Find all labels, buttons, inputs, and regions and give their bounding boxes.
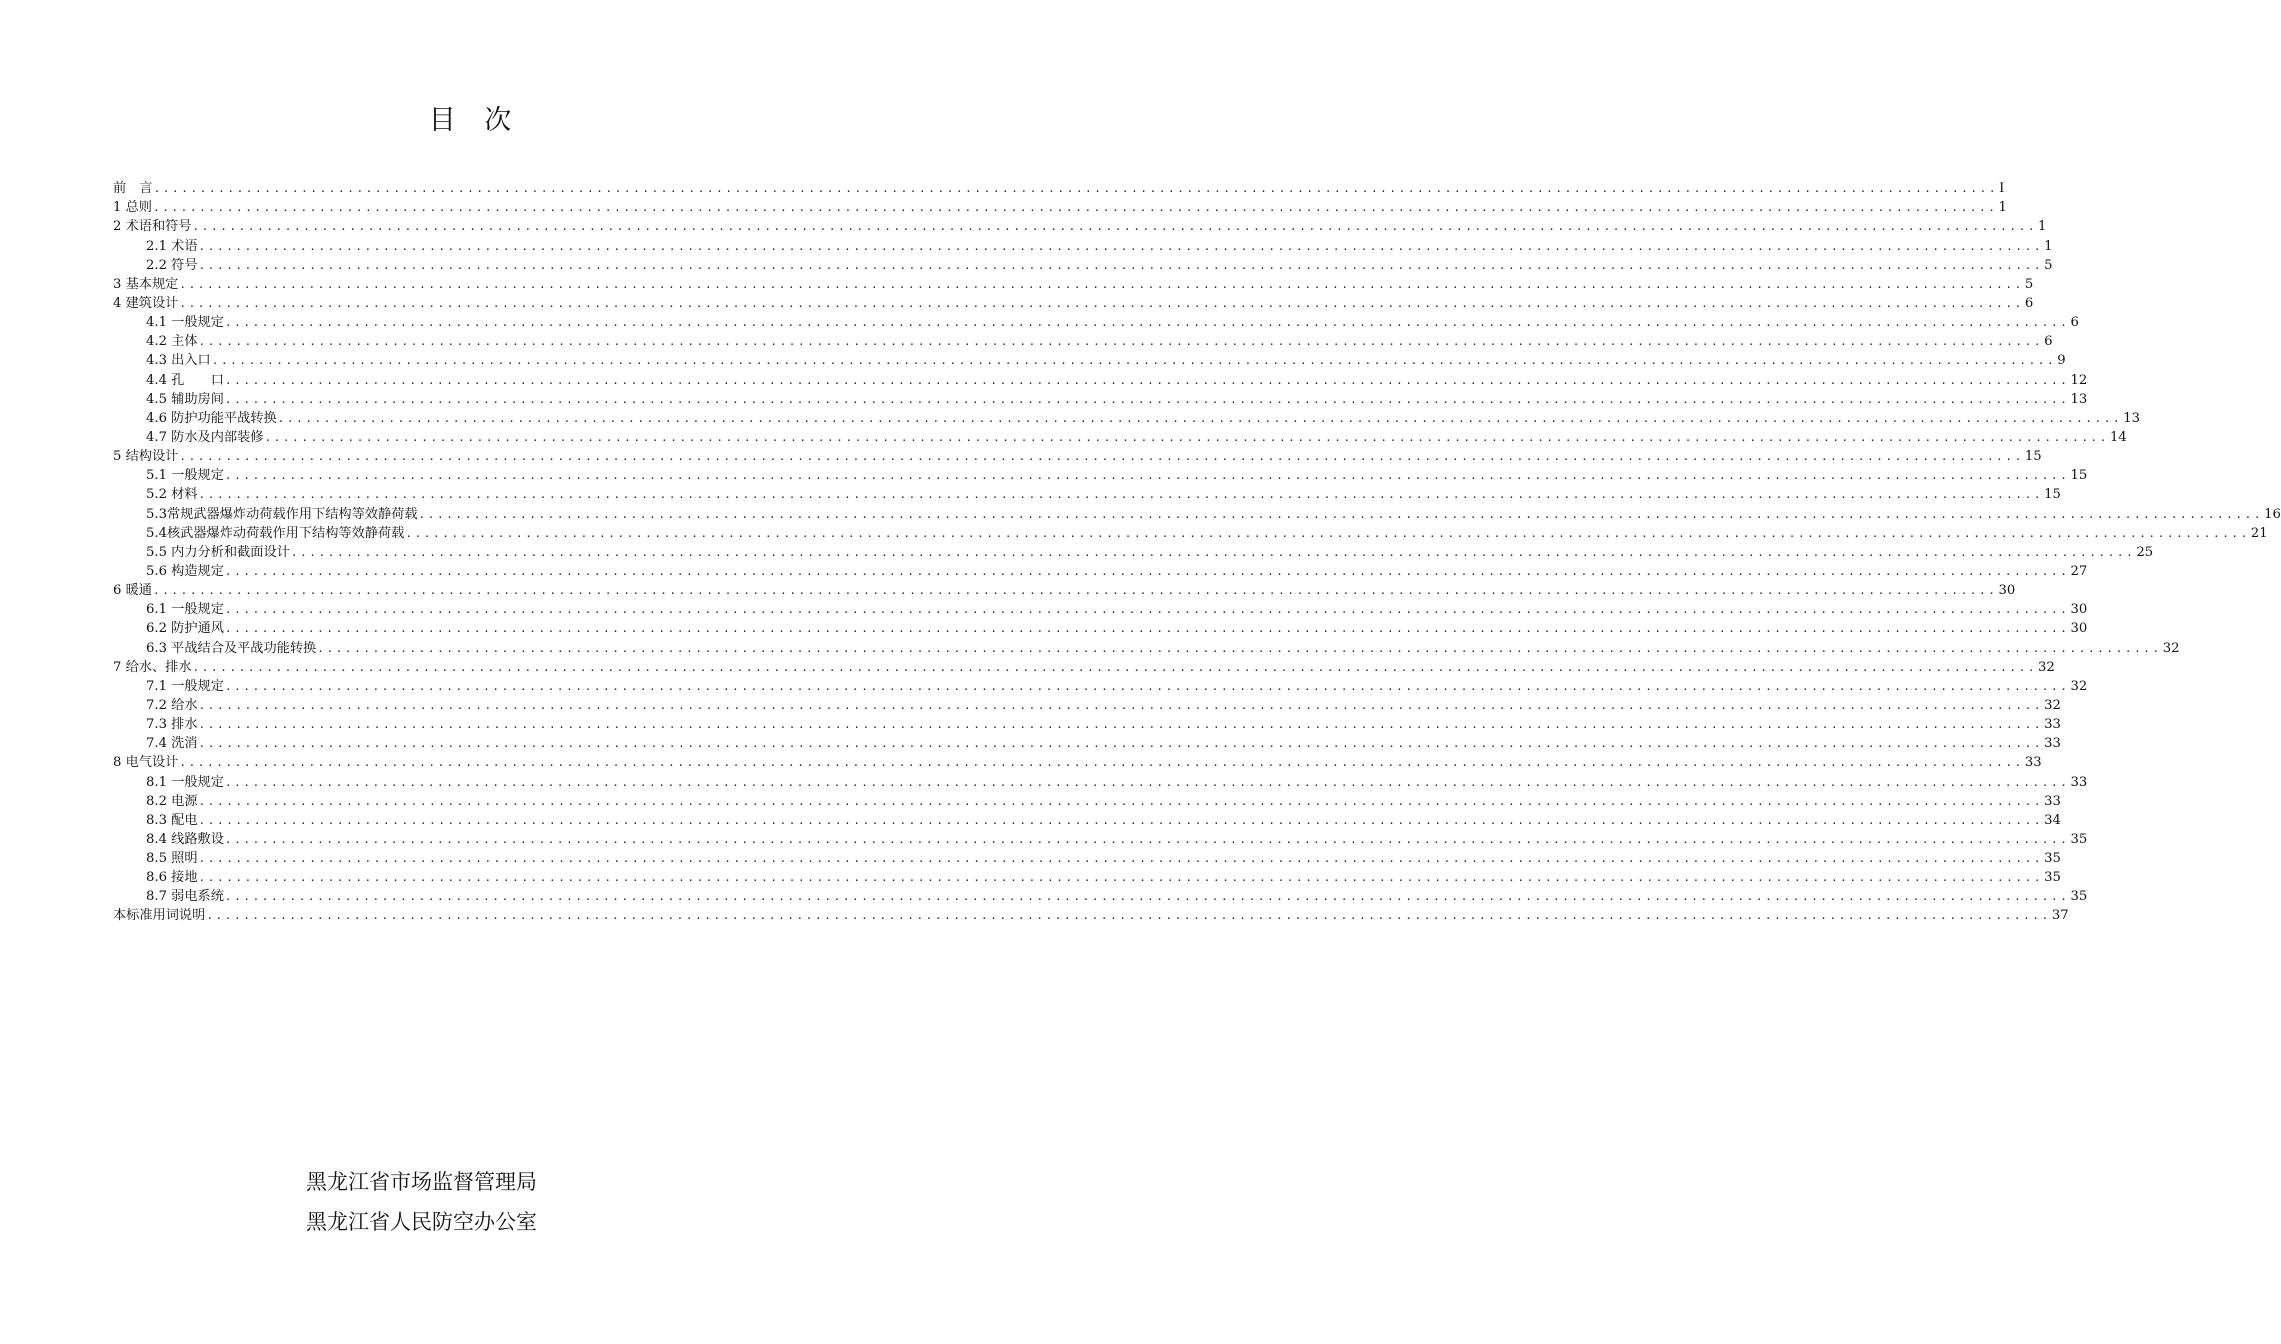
toc-dot-leader: ........................................................................................................................................................................................................ [418,507,2264,521]
toc-entry-label: 6.2 防护通风 [146,621,224,637]
toc-entry[interactable] [113,236,2053,255]
toc-dot-leader: ........................................................................................................................................................................................................ [277,411,2123,425]
toc-entry-label: 7.3 排水 [146,717,198,733]
toc-entry-page-number: 27 [2070,563,2088,579]
toc-entry[interactable] [113,447,2042,466]
toc-entry-label: 6.1 一般规定 [146,602,224,618]
toc-entry[interactable] [113,543,2154,562]
toc-dot-leader: ........................................................................................................................................................................................................ [224,316,2070,330]
toc-entry[interactable] [113,772,2088,791]
toc-dot-leader: ........................................................................................................................................................................................................ [198,794,2044,808]
toc-entry-label: 4.6 防护功能平战转换 [146,410,277,426]
toc-entry[interactable] [113,600,2088,619]
toc-entry[interactable] [113,830,2088,849]
toc-entry[interactable] [113,696,2061,715]
toc-dot-leader: ........................................................................................................................................................................................................ [211,354,2057,368]
toc-entry-page-number: 13 [2123,410,2140,426]
toc-dot-leader: ........................................................................................................................................................................................................ [290,545,2136,559]
toc-entry[interactable] [113,658,2055,677]
toc-entry[interactable] [113,198,2007,217]
toc-entry-page-number: 9 [2057,353,2066,369]
toc-entry-page-number: 33 [2044,793,2061,809]
toc-entry-page-number: 21 [2250,525,2268,541]
toc-entry-label: 6 暖通 [113,583,152,599]
toc-entry-page-number: 35 [2044,851,2061,867]
toc-entry-page-number: 33 [2024,755,2042,771]
toc-entry[interactable] [113,887,2088,906]
toc-entry[interactable] [113,294,2034,313]
toc-entry[interactable] [113,179,2005,198]
toc-entry-page-number: 34 [2044,812,2061,828]
toc-entry-page-number: 1 [2044,238,2053,254]
toc-entry[interactable] [113,390,2088,409]
toc-entry[interactable] [113,792,2061,811]
toc-dot-leader: ........................................................................................................................................................................................................ [192,660,2038,674]
toc-entry-label: 7.2 给水 [146,697,198,713]
toc-entry[interactable] [113,466,2088,485]
toc-entry-label: 2.1 术语 [146,238,198,254]
toc-entry-label: 5.1 一般规定 [146,468,224,484]
toc-entry[interactable] [113,638,2180,657]
toc-dot-leader: ........................................................................................................................................................................................................ [198,698,2044,712]
toc-entry-page-number: 35 [2070,831,2088,847]
toc-dot-leader: ........................................................................................................................................................................................................ [224,679,2070,693]
toc-dot-leader: ........................................................................................................................................................................................................ [198,239,2044,253]
toc-entry-page-number: 37 [2051,908,2069,924]
toc-entry-label: 5 结构设计 [113,449,179,465]
toc-entry-page-number: 5 [2044,257,2053,273]
toc-entry-label: 本标准用词说明 [113,908,206,924]
toc-entry-page-number: 33 [2044,736,2061,752]
toc-dot-leader: ........................................................................................................................................................................................................ [317,641,2162,655]
toc-dot-leader: ........................................................................................................................................................................................................ [152,584,1998,598]
toc-entry-label: 4.1 一般规定 [146,315,224,331]
toc-entry[interactable] [113,504,2281,523]
toc-entry[interactable] [113,581,2016,600]
toc-dot-leader: ........................................................................................................................................................................................................ [224,890,2070,904]
issuer-line-1: 黑龙江省市场监督管理局 [306,1170,537,1194]
toc-entry-label: 4.5 辅助房间 [146,391,224,407]
toc-dot-leader: ........................................................................................................................................................................................................ [224,469,2070,483]
toc-entry[interactable] [113,619,2088,638]
toc-entry[interactable] [113,217,2047,236]
toc-dot-leader: ........................................................................................................................................................................................................ [198,488,2044,502]
toc-entry-label: 4 建筑设计 [113,295,179,311]
toc-entry-page-number: 6 [2044,334,2053,350]
toc-entry[interactable] [113,275,2034,294]
toc-dot-leader: ........................................................................................................................................................................................................ [264,430,2109,444]
toc-entry-label: 8.1 一般规定 [146,774,224,790]
toc-entry-page-number: 1 [2038,219,2047,235]
toc-entry-page-number: 30 [2070,602,2088,618]
toc-entry[interactable] [113,409,2140,428]
toc-entry-page-number: 13 [2070,391,2088,407]
toc-dot-leader: ........................................................................................................................................................................................................ [198,718,2044,732]
toc-entry-label: 8.4 线路敷设 [146,831,224,847]
toc-dot-leader: ........................................................................................................................................................................................................ [179,450,2024,464]
toc-entry-label: 3 基本规定 [113,276,179,292]
toc-dot-leader: ........................................................................................................................................................................................................ [198,852,2044,866]
toc-entry-label: 1 总则 [113,200,152,216]
toc-entry-label: 5.4核武器爆炸动荷载作用下结构等效静荷载 [146,525,405,541]
toc-entry[interactable] [113,753,2042,772]
toc-entry-page-number: 6 [2070,315,2079,331]
toc-entry-label: 7.4 洗消 [146,736,198,752]
toc-dot-leader: ........................................................................................................................................................................................................ [179,756,2024,770]
toc-entry-page-number: 30 [1998,583,2016,599]
toc-dot-leader: ........................................................................................................................................................................................................ [206,909,2051,923]
toc-dot-leader: ........................................................................................................................................................................................................ [198,813,2044,827]
toc-entry-label: 2.2 符号 [146,257,198,273]
toc-dot-leader: ........................................................................................................................................................................................................ [198,871,2044,885]
toc-dot-leader: ........................................................................................................................................................................................................ [198,737,2044,751]
toc-entry-label: 5.2 材料 [146,487,198,503]
toc-entry-label: 8.5 照明 [146,851,198,867]
toc-entry-page-number: 15 [2024,449,2042,465]
toc-entry[interactable] [113,256,2053,275]
toc-dot-leader: ........................................................................................................................................................................................................ [152,201,1998,215]
toc-dot-leader: ........................................................................................................................................................................................................ [153,182,1999,196]
toc-entry-page-number: 6 [2024,295,2034,311]
toc-entry-label: 8 电气设计 [113,755,179,771]
toc-entry-page-number: 32 [2044,697,2061,713]
toc-entry-page-number: 5 [2024,276,2034,292]
toc-entry[interactable] [113,351,2066,370]
toc-entry-label: 5.5 内力分析和截面设计 [146,544,290,560]
toc-entry[interactable] [113,562,2088,581]
toc-entry-label: 8.3 配电 [146,812,198,828]
toc-entry-label: 7.1 一般规定 [146,678,224,694]
toc-entry-page-number: 33 [2070,774,2088,790]
toc-dot-leader: ........................................................................................................................................................................................................ [179,296,2024,310]
page-title: 目 次 [428,105,522,136]
toc-entry-label: 4.4 孔 口 [146,372,224,388]
toc-entry[interactable] [113,370,2088,389]
toc-dot-leader: ........................................................................................................................................................................................................ [224,603,2070,617]
toc-entry-page-number: 30 [2070,621,2088,637]
toc-entry-page-number: 15 [2070,468,2088,484]
toc-dot-leader: ........................................................................................................................................................................................................ [224,832,2070,846]
toc-entry[interactable] [113,715,2061,734]
toc-entry-page-number: 1 [1998,200,2007,216]
toc-dot-leader: ........................................................................................................................................................................................................ [224,775,2070,789]
toc-entry-label: 7 给水、排水 [113,659,192,675]
toc-dot-leader: ........................................................................................................................................................................................................ [405,526,2250,540]
toc-entry-label: 8.7 弱电系统 [146,889,224,905]
toc-entry-label: 5.3常规武器爆炸动荷载作用下结构等效静荷载 [146,506,418,522]
toc-entry-page-number: 32 [2070,678,2088,694]
toc-entry[interactable] [113,332,2053,351]
toc-entry-page-number: 33 [2044,717,2061,733]
toc-entry-page-number: 25 [2136,544,2154,560]
toc-entry-page-number: 15 [2044,487,2061,503]
toc-entry[interactable] [113,906,2069,925]
toc-dot-leader: ........................................................................................................................................................................................................ [224,373,2070,387]
toc-entry-label: 4.7 防水及内部装修 [146,429,264,445]
toc-dot-leader: ........................................................................................................................................................................................................ [224,622,2070,636]
toc-dot-leader: ........................................................................................................................................................................................................ [224,564,2070,578]
toc-dot-leader: ........................................................................................................................................................................................................ [192,220,2038,234]
toc-entry[interactable] [113,734,2061,753]
toc-entry[interactable] [113,849,2061,868]
toc-entry[interactable] [113,868,2061,887]
toc-dot-leader: ........................................................................................................................................................................................................ [198,258,2044,272]
toc-entry[interactable] [113,811,2061,830]
toc-entry-page-number: 14 [2110,429,2127,445]
toc-entry-label: 2 术语和符号 [113,219,192,235]
toc-entry-label: 4.3 出入口 [146,353,211,369]
toc-dot-leader: ........................................................................................................................................................................................................ [224,392,2070,406]
toc-dot-leader: ........................................................................................................................................................................................................ [198,335,2044,349]
toc-entry[interactable] [113,485,2061,504]
toc-entry[interactable] [113,428,2127,447]
issuer-line-2: 黑龙江省人民防空办公室 [306,1210,537,1234]
toc-entry-label: 5.6 构造规定 [146,563,224,579]
toc-entry-page-number: 32 [2162,640,2180,656]
toc-entry[interactable] [113,677,2088,696]
toc-entry-page-number: 35 [2070,889,2088,905]
toc-entry-label: 6.3 平战结合及平战功能转换 [146,640,317,656]
toc-entry-label: 前 言 [113,181,153,197]
toc-entry[interactable] [113,313,2079,332]
toc-entry-page-number: 16 [2264,506,2281,522]
toc-entry-label: 8.6 接地 [146,870,198,886]
toc-entry-label: 4.2 主体 [146,334,198,350]
toc-entry-page-number: I [1999,181,2005,197]
toc-entry-page-number: 12 [2070,372,2088,388]
table-of-contents [113,179,2281,925]
toc-dot-leader: ........................................................................................................................................................................................................ [179,277,2024,291]
toc-entry[interactable] [113,524,2268,543]
toc-entry-page-number: 32 [2038,659,2055,675]
toc-entry-label: 8.2 电源 [146,793,198,809]
toc-entry-page-number: 35 [2044,870,2061,886]
